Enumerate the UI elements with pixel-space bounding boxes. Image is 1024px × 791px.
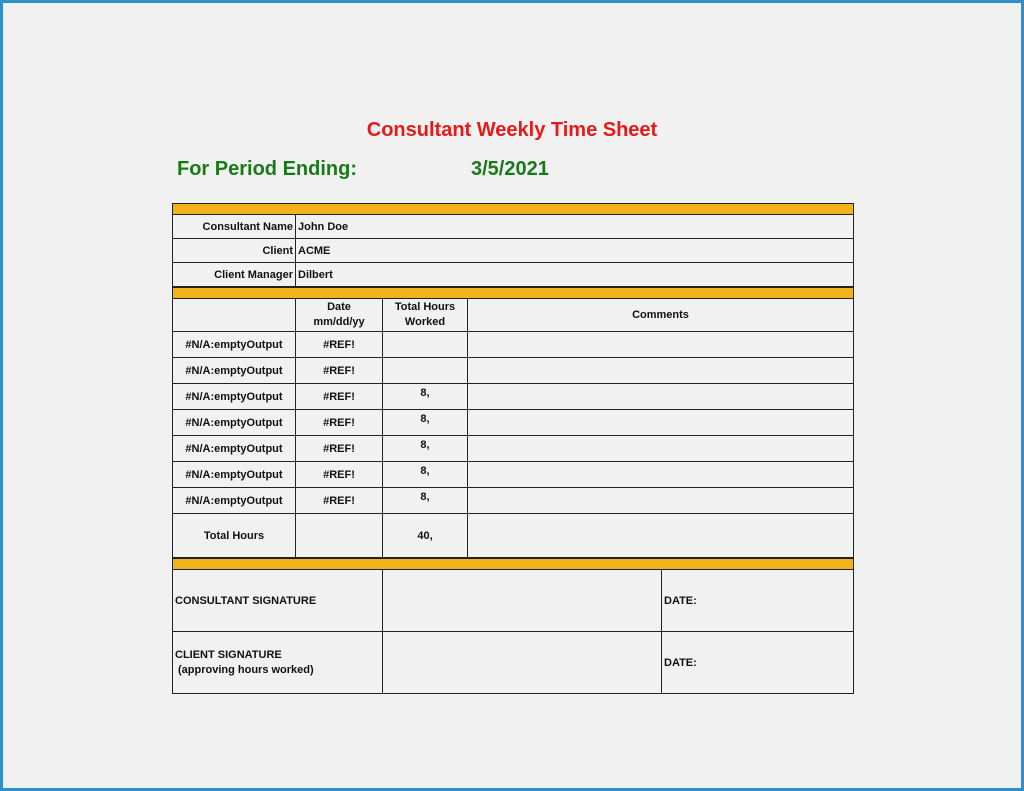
hours-header-row: [173, 299, 854, 332]
comment-cell[interactable]: [468, 384, 854, 410]
date-cell[interactable]: #REF!: [296, 384, 383, 410]
hours-cell[interactable]: [383, 332, 468, 358]
day-cell: #N/A:emptyOutput: [173, 436, 296, 462]
hours-cell[interactable]: [383, 358, 468, 384]
timesheet: [172, 203, 853, 694]
client-signature-label: [173, 632, 383, 694]
client-label: Client: [173, 239, 296, 263]
table-row: [173, 488, 854, 514]
total-row: [173, 514, 854, 558]
hours-table: [172, 287, 854, 558]
total-comment-cell: [468, 514, 854, 558]
info-row: [173, 263, 854, 287]
day-header: [173, 299, 296, 332]
client-manager-label: Client Manager: [173, 263, 296, 287]
day-cell: #N/A:emptyOutput: [173, 410, 296, 436]
client-date-label[interactable]: DATE:: [662, 632, 854, 694]
table-row: [173, 358, 854, 384]
comments-header: Comments: [468, 299, 854, 332]
day-cell: #N/A:emptyOutput: [173, 462, 296, 488]
date-header: [296, 299, 383, 332]
date-cell[interactable]: #REF!: [296, 332, 383, 358]
day-cell: #N/A:emptyOutput: [173, 358, 296, 384]
consultant-signature-field[interactable]: [383, 570, 662, 632]
consultant-name-value[interactable]: John Doe: [296, 215, 854, 239]
hours-cell[interactable]: 8,: [383, 488, 468, 514]
info-row: [173, 239, 854, 263]
client-signature-field[interactable]: [383, 632, 662, 694]
date-header-line2: mm/dd/yy: [313, 316, 365, 328]
consultant-signature-label: CONSULTANT SIGNATURE: [173, 570, 383, 632]
client-signature-label-line2: (approving hours worked): [178, 664, 314, 676]
date-cell[interactable]: #REF!: [296, 358, 383, 384]
signature-table: [172, 558, 854, 694]
comment-cell[interactable]: [468, 488, 854, 514]
day-cell: #N/A:emptyOutput: [173, 332, 296, 358]
comment-cell[interactable]: [468, 436, 854, 462]
date-cell[interactable]: #REF!: [296, 462, 383, 488]
comment-cell[interactable]: [468, 462, 854, 488]
day-cell: #N/A:emptyOutput: [173, 384, 296, 410]
hours-cell[interactable]: 8,: [383, 384, 468, 410]
consultant-date-label[interactable]: DATE:: [662, 570, 854, 632]
client-manager-value[interactable]: Dilbert: [296, 263, 854, 287]
total-date-cell: [296, 514, 383, 558]
date-cell[interactable]: #REF!: [296, 488, 383, 514]
info-row: [173, 215, 854, 239]
sheet-title: Consultant Weekly Time Sheet: [366, 119, 658, 141]
info-table: [172, 203, 854, 287]
comment-cell[interactable]: [468, 410, 854, 436]
date-header-line1: Date: [327, 301, 351, 313]
consultant-signature-row: [173, 570, 854, 632]
comment-cell[interactable]: [468, 358, 854, 384]
date-cell[interactable]: #REF!: [296, 436, 383, 462]
hours-header-line2: Worked: [404, 316, 446, 328]
date-cell[interactable]: #REF!: [296, 410, 383, 436]
consultant-name-label: Consultant Name: [173, 215, 296, 239]
client-signature-row: [173, 632, 854, 694]
section-bar: [173, 288, 854, 299]
total-hours-label: Total Hours: [173, 514, 296, 558]
table-row: [173, 332, 854, 358]
signature-bar: [173, 559, 854, 570]
hours-cell[interactable]: 8,: [383, 436, 468, 462]
hours-header: [383, 299, 468, 332]
client-signature-label-line1: CLIENT SIGNATURE: [175, 649, 282, 661]
table-row: [173, 384, 854, 410]
client-value[interactable]: ACME: [296, 239, 854, 263]
table-row: [173, 436, 854, 462]
total-hours-value: 40,: [383, 514, 468, 558]
day-cell: #N/A:emptyOutput: [173, 488, 296, 514]
header-bar: [173, 204, 854, 215]
hours-header-line1: Total Hours: [394, 301, 456, 313]
hours-cell[interactable]: 8,: [383, 410, 468, 436]
period-value: 3/5/2021: [471, 158, 549, 180]
period-label: For Period Ending:: [177, 158, 357, 180]
table-row: [173, 462, 854, 488]
comment-cell[interactable]: [468, 332, 854, 358]
hours-cell[interactable]: 8,: [383, 462, 468, 488]
table-row: [173, 410, 854, 436]
